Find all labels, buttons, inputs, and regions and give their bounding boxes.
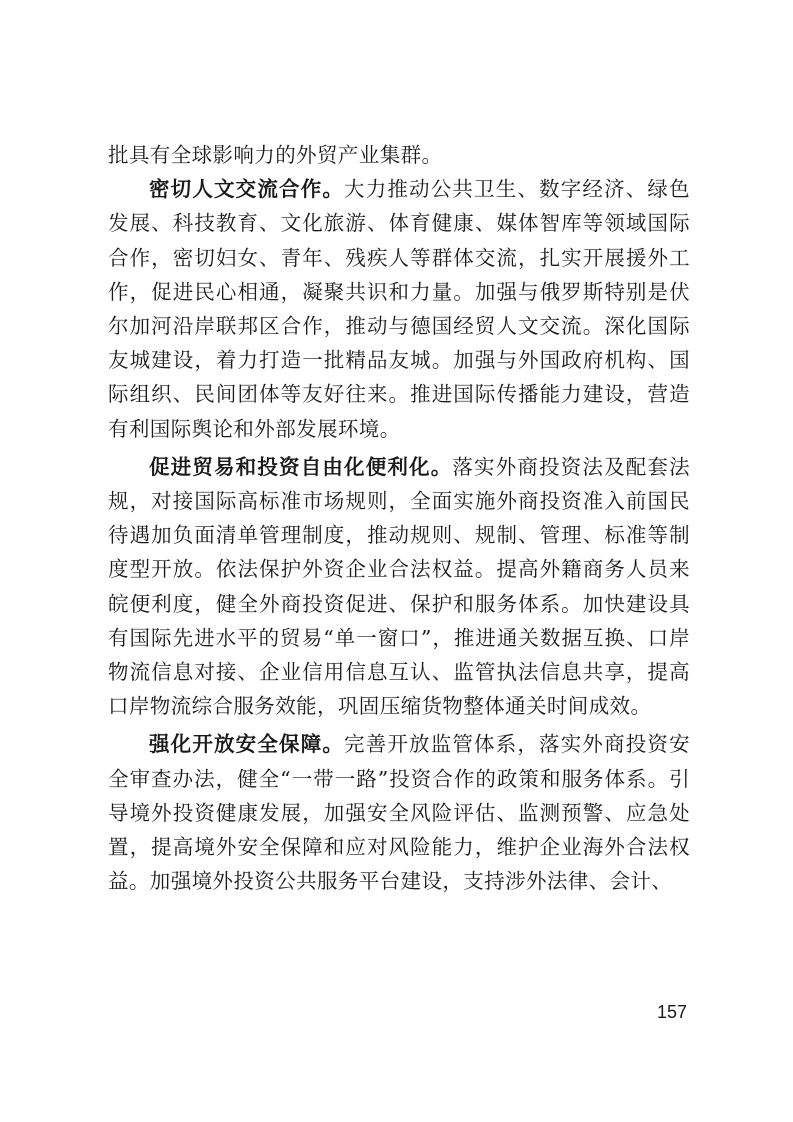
- paragraph-security: [108, 727, 690, 898]
- paragraph-cultural-exchange: [108, 172, 690, 446]
- paragraph-text: 大力推动公共卫生、数字经济、绿色发展、科技教育、文化旅游、体育健康、媒体智库等领域国际合作，密切妇女、青年、残疾人等群体交流，扎实开展援外工作，促进民心相通，凝聚共识和力量。加强与俄罗斯特别是伏尔加河沿岸联邦区合作，推动与德国经贸人文交流。深化国际友城建设，着力打造一批精品友城。加强与外国政府机构、国际组织、民间团体等友好往来。推进国际传播能力建设，营造有利国际舆论和外部发展环境。: [108, 177, 690, 441]
- paragraph-heading: 促进贸易和投资自由化便利化。: [149, 454, 453, 479]
- page-body: [108, 138, 690, 898]
- paragraph-text: 落实外商投资法及配套法规，对接国际高标准市场规则，全面实施外商投资准入前国民待遇加负面清单管理制度，推动规则、规制、管理、标准等制度型开放。依法保护外资企业合法权益。提高外籍商务人员来皖便利度，健全外商投资促进、保护和服务体系。加快建设具有国际先进水平的贸易“单一窗口”，推进通关数据互换、口岸物流信息对接、企业信用信息互认、监管执法信息共享，提高口岸物流综合服务效能，巩固压缩货物整体通关时间成效。: [108, 454, 690, 719]
- continuation-paragraph: 批具有全球影响力的外贸产业集群。: [108, 143, 443, 167]
- paragraph-heading: 强化开放安全保障。: [149, 732, 345, 757]
- paragraph-trade-investment: [108, 450, 690, 724]
- paragraph-heading: 密切人文交流合作。: [149, 177, 345, 202]
- paragraph-text: 完善开放监管体系，落实外商投资安全审查办法，健全“一带一路”投资合作的政策和服务体系。引导境外投资健康发展，加强安全风险评估、监测预警、应急处置，提高境外安全保障和应对风险能力，维护企业海外合法权益。加强境外投资公共服务平台建设，支持涉外法律、会计、: [108, 732, 690, 894]
- page-number: 157: [656, 1002, 687, 1022]
